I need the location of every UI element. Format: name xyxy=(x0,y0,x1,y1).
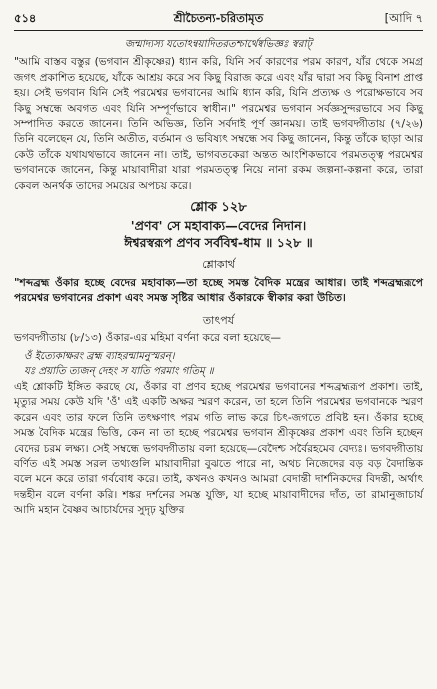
intro-sanskrit-quote: জন্মাদ্যস্য যতোঽন্বয়াদিতরতশ্চার্থেষ্বভিজ্ঞঃ স্বরাট্ xyxy=(125,39,312,50)
purport-heading: তাৎপর্য xyxy=(202,313,235,327)
verse-line-1: 'প্রণব' সে মহাবাক্য—বেদের নিদান। xyxy=(130,218,307,234)
page-header xyxy=(14,6,423,31)
translation-heading: শ্লোকার্থ xyxy=(202,258,235,272)
translation-text: "শব্দব্রহ্ম ওঁকার হচ্ছে বেদের মহাবাক্য—তা হচ্ছে সমস্ত বৈদিক মন্ত্রের আধার। তাই শব্দব্রহ্মরূপে পরমেশ্বর ভগবানের প্রকাশ এবং সমস্ত সৃষ্টির আধার ওঁকারকে স্বীকার করা উচিত। xyxy=(14,276,423,305)
verse-line-2: ঈশ্বরস্বরূপ প্রণব সর্ববিশ্ব-ধাম ॥ ১২৮ ॥ xyxy=(124,235,313,251)
gita-quote-line-2: যঃ প্রয়াতি ত্যজন্ দেহং স যাতি পরমাং গতিম্ ॥ xyxy=(24,365,214,377)
verse-label: শ্লোক ১২৮ xyxy=(190,200,247,216)
paragraph-2: এই শ্লোকটি ইঙ্গিত করছে যে, ওঁকার বা প্রণব হচ্ছে পরমেশ্বর ভগবানের শব্দব্রহ্মরূপ প্রকাশ। তাই, মৃত্যুর সময় কেউ যদি 'ওঁ' এই একটি অক্ষর স্মরণ করেন, তা হলে তিনি পরমেশ্বর ভগবানকে স্মরণ করেন এবং তার ফলে তিনি তৎক্ষণাৎ পরম গতি লাভ করে চিৎ-জগতে প্রবিষ্ট হন। ওঁকার হচ্ছে সমস্ত বৈদিক মন্ত্রের ভিত্তি, কেন না তা হচ্ছে পরমেশ্বর ভগবান শ্রীকৃষ্ণের প্রকাশ এবং তিনি হচ্ছেন বেদের চরম লক্ষ্য। সেই সম্বন্ধে ভগবদ্গীতায় বলা হয়েছে—বেদৈশ্চ সর্বৈরহমেব বেদ্যঃ। ভগবদ্গীতায় বর্ণিত এই সমস্ত সরল তথ্যগুলি মায়াবাদীরা বুঝতে পারে না, অথচ নিজেদের বড় বড় বৈদান্তিক বলে মনে করে তারা গর্ববোধ করে। তাই, কখনও কখনও আমরা বেদান্তী দার্শনিকদের বিদন্তী, অর্থাৎ দন্তহীন বলে বর্ণনা করি। শঙ্কর দর্শনের সমস্ত যুক্তি, যা হচ্ছে মায়াবাদীদের দাঁত, তা রামানুজাচার্য আদি মহান বৈষ্ণব আচার্যদের সুদৃঢ় যুক্তির xyxy=(14,380,423,517)
gita-quote-line-1: ওঁ ইত্যেকাক্ষরং ব্রহ্ম ব্যাহরন্মামনুস্মরন্। xyxy=(24,350,175,362)
chapter-reference: [আদি ৭ xyxy=(384,11,423,25)
gita-quote xyxy=(14,350,423,379)
page-number: ৫১৪ xyxy=(14,11,37,25)
page-body xyxy=(14,37,423,683)
purport-intro: ভগবদ্গীতায় (৮/১৩) ওঁকার-এর মহিমা বর্ণনা করে বলা হয়েছে— xyxy=(14,332,281,345)
running-title: শ্রীচৈতন্য-চরিতামৃত xyxy=(173,11,264,25)
paragraph-1: "আমি বাস্তব বস্তুর (ভগবান শ্রীকৃষ্ণের) ধ্যান করি, যিনি সর্ব কারণের পরম কারণ, যাঁর থেকে সমগ্র জগৎ প্রকাশিত হয়েছে, যাঁকে আশ্রয় করে সব কিছু বিরাজ করে এবং যাঁর দ্বারা সব কিছু বিনাশ প্রাপ্ত হয়। সেই ভগবান যিনি সেই পরমেশ্বর ভগবানের আমি ধ্যান করি, যিনি প্রত্যক্ষ ও পরোক্ষভাবে সব কিছু সম্বন্ধে অবগত এবং যিনি সম্পূর্ণভাবে স্বাধীন।" পরমেশ্বর ভগবান সর্বজ্ঞসুন্দরভাবে সব কিছু সম্পাদিত করতে জানেন। তিনি অভিজ্ঞ, তিনি সর্বদাই পূর্ণ জ্ঞানময়। তাই ভগবদ্গীতায় (৭/২৬) তিনি বলেছেন যে, তিনি অতীত, বর্তমান ও ভবিষ্যৎ সম্বন্ধে সব কিছু জানেন, কিন্তু তাঁকে ছাড়া আর কেউ তাঁকে যথাযথভাবে জানেন না। তাই, ভাগবতকেরা অন্তত আংশিকভাবে পরমতত্ত্ব পরমেশ্বর ভগবানকে জানেন, কিন্তু মায়াবাদীরা যারা পরমতত্ত্ব নিয়ে নানা রকম জল্পনা-কল্পনা করে, তারা কেবল অনর্থক তাদের সময়ের অপচয় করে। xyxy=(14,56,423,192)
